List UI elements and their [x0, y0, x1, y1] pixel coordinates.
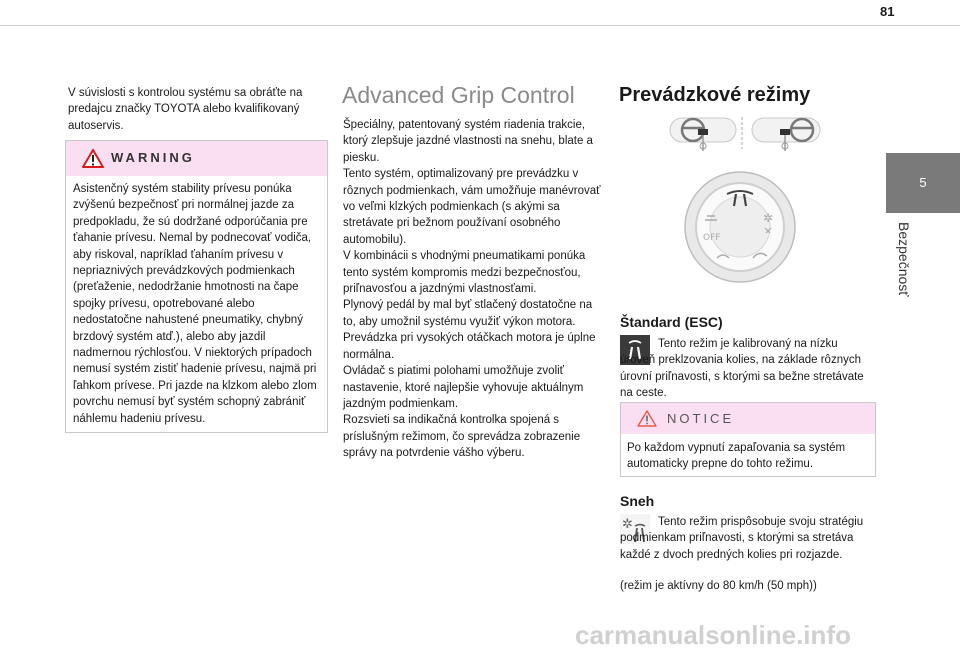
agc-paragraph: Ovládač s piatimi polohami umožňuje zvoliť nastavenie, ktoré najlepšie vyhovuje aktuálnym jazdným podmienkam. [343, 365, 584, 410]
standard-esc-text: Tento režim je kalibrovaný na nízku úroveň preklzovania kolies, na základe rôznych úrovní priľnavosti, s ktorými sa bežne stretávate na ceste. [620, 338, 864, 400]
warning-triangle-icon [82, 149, 104, 173]
notice-box [620, 402, 876, 477]
section-tab-label: Bezpečnosť [896, 222, 912, 297]
modes-title: Prevádzkové režimy [619, 84, 811, 106]
agc-paragraph: Plynový pedál by mal byť stlačený dostatočne na to, aby umožnil systému využiť výkon motora. Prevádzka pri vysokých otáčkach motora je úplne normálna. [343, 299, 596, 361]
svg-text:✲: ✲ [763, 211, 774, 225]
grip-control-dial-icon [683, 170, 797, 289]
notice-triangle-icon [637, 410, 657, 432]
snow-text: Tento režim prispôsobuje svoju stratégiu podmienkam priľnavosti, s ktorými sa stretáva každé z dvoch predných kolies pri rozjazde. [620, 516, 864, 561]
warning-box [65, 140, 328, 433]
dial-off-label: OFF [703, 233, 721, 243]
agc-paragraph: Tento systém, optimalizovaný pre prevádzku v rôznych podmienkach, vám umožňuje manévrovať vo veľmi klzkých podmienkach (s akými sa stretávate pri bežnom používaní osobného automobilu). [343, 168, 601, 246]
standard-esc-title: Štandard (ESC) [620, 314, 723, 330]
agc-body [343, 117, 601, 462]
snow-title: Sneh [620, 493, 655, 509]
header-rule [0, 25, 960, 26]
agc-paragraph: Rozsvieti sa indikačná kontrolka spojená s príslušným režimom, čo sprevádza zobrazenie správy na potvrdenie vášho výberu. [343, 414, 581, 460]
agc-paragraph: V kombinácii s vhodnými pneumatikami ponúka tento systém kompromis medzi bezpečnosťou, priľnavosťou a jazdnými vlastnosťami. [343, 250, 586, 296]
notice-text: Po každom vypnutí zapaľovania sa systém automaticky prepne do tohto režimu. [627, 442, 846, 471]
warning-text: Asistenčný systém stability prívesu ponúka zvýšenú bezpečnosť pri normálnej jazde za predpokladu, že sú dodržané odporúčania pre ťahanie prívesu. Nemal by podnecovať vodiča, aby riskoval, napríklad ťahaním prívesu v nepriaznivých prevádzkových podmienkach (preťaženie, nedodržanie hmotnosti na čape spojky prívesu, opotrebované alebo nedostatočne nahustené pneumatiky, chybný brzdový systém atď.), alebo aby jazdil nadmernou rýchlosťou. V niektorých prípadoch nemusí systém zistiť hadenie prívesu, najmä pri ľahkom prívese. Pri jazde na klzkom alebo zlom povrchu nemusí byť systém schopný zabrániť náhlemu hadeniu prívesu. [73, 183, 317, 425]
section-tab[interactable] [886, 153, 960, 213]
intro-text: V súvislosti s kontrolou systému sa obráťte na predajcu značky TOYOTA alebo kvalifikovaný autoservis. [68, 87, 303, 132]
warning-title: WARNING [111, 150, 195, 165]
notice-title: NOTICE [667, 411, 735, 426]
agc-paragraph: Špeciálny, patentovaný systém riadenia trakcie, ktorý zlepšuje jazdné vlastnosti na snehu, blate a piesku. [343, 119, 593, 164]
steering-wheel-left-icon [669, 115, 739, 158]
notice-header [621, 403, 875, 434]
warning-header [66, 141, 327, 176]
steering-wheel-right-icon [750, 115, 824, 158]
agc-title: Advanced Grip Control [342, 82, 575, 108]
site-watermark[interactable]: carmanualsonline.info [575, 620, 851, 650]
svg-text:✲: ✲ [622, 517, 633, 532]
page-number: 81 [880, 4, 895, 19]
section-tab-number: 5 [919, 175, 927, 190]
intro-paragraph [68, 85, 323, 134]
snow-note: (režim je aktívny do 80 km/h (50 mph)) [620, 580, 817, 592]
divider-line [741, 117, 743, 154]
